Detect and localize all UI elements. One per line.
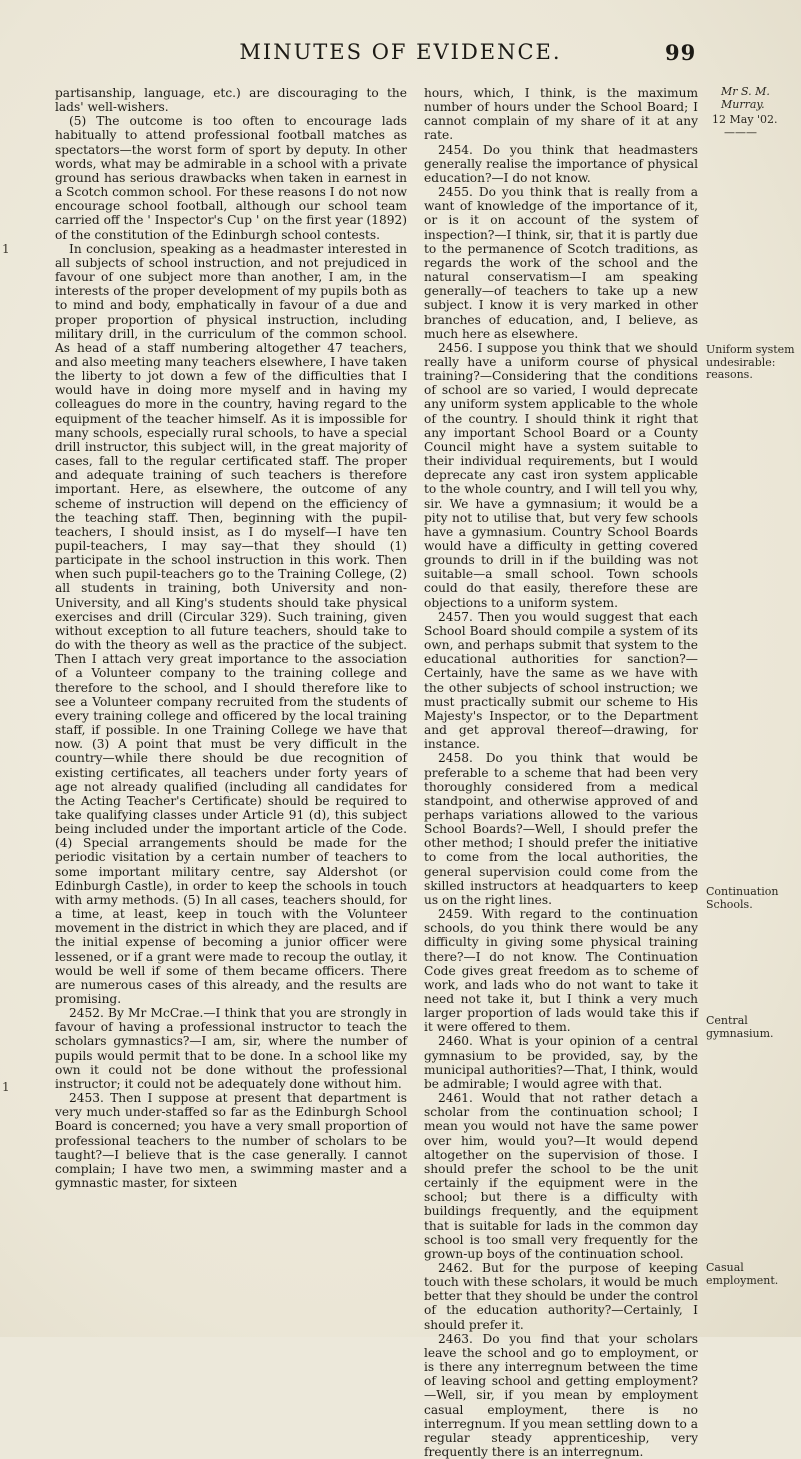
- margin-date: 12 May '02.: [712, 113, 778, 126]
- margin-note-gymnasium: Central gymnasium.: [706, 1014, 774, 1040]
- paragraph: 2458. Do you think that would be preferable to a scheme that had been very thoroughly considered from a medical standpoint, and otherwise approved of and perhaps variations allowed to the various School Boards?—Well, I should prefer the other method; I should prefer the initiative to come from the local authorities, the general supervision could come from the skilled instructors at headquarters to keep us on the right lines.: [424, 751, 698, 907]
- left-column: [55, 86, 407, 1190]
- margin-note-continuation: Continuation Schools.: [706, 885, 779, 911]
- paragraph: 2453. Then I suppose at present that department is very much under-staffed so far as the Edinburgh School Board is concerned; you have a very small proportion of professional teachers to the number of scholars to be taught?—I believe that is the case generally. I cannot complain; I have two men, a swimming master and a gymnastic master, for sixteen: [55, 1091, 407, 1191]
- paragraph: 2459. With regard to the continuation schools, do you think there would be any difficulty in giving some physical training there?—I do not know. The Continuation Code gives great freedom as to scheme of work, and lads who do not want to take it need not take it, but I think a very much larger proportion of lads would take this if it were offered to them.: [424, 907, 698, 1035]
- paragraph: partisanship, language, etc.) are discouraging to the lads' well-wishers.: [55, 86, 407, 115]
- margin-dash: ———: [724, 126, 757, 139]
- margin-witness-name: Mr S. M. Murray.: [721, 85, 770, 111]
- paragraph: 2454. Do you think that headmasters generally realise the importance of physical education?—I do not know.: [424, 142, 698, 185]
- edge-mark: 1: [2, 242, 10, 256]
- paragraph: 2452. By Mr McCrae.—I think that you are strongly in favour of having a professional instructor to teach the scholars gymnastics?—I am, sir, where the number of pupils would permit that to be done. In a school like my own it could not be done without the professional instructor; it could not be adequately done without him.: [55, 1006, 407, 1091]
- paragraph: 2460. What is your opinion of a central gymnasium to be provided, say, by the municipal authorities?—That, I think, would be admirable; I would agree with that.: [424, 1034, 698, 1091]
- paragraph: 2455. Do you think that is really from a want of knowledge of the importance of it, or is it on account of the system of inspection?—I think, sir, that it is partly due to the permanence of Scotch traditions, as regards the work of the school and the natural conservatism—I am speaking generally—of teachers to take up a new subject. I know it is very marked in other branches of education, and, I believe, as much here as elsewhere.: [424, 185, 698, 341]
- margin-note-uniform: Uniform system undesirable: reasons.: [706, 343, 795, 381]
- right-column: [424, 86, 698, 1459]
- edge-mark: 1: [2, 1080, 10, 1094]
- page-header: [0, 40, 801, 70]
- running-title: MINUTES OF EVIDENCE.: [239, 40, 562, 64]
- page-number: 99: [665, 40, 697, 65]
- paragraph: 2456. I suppose you think that we should really have a uniform course of physical training?—Considering that the conditions of school are so varied, I would deprecate any uniform system applicable to the whole of the country. I should think it right that any important School Board or a County Council might have a system suitable to their individual requirements, but I would deprecate any cast iron system applicable to the whole country, and I will tell you why, sir. We have a gymnasium; it would be a pity not to utilise that, but very few schools have a gymnasium. Country School Boards would have a difficulty in getting covered grounds to drill in if the building was not suitable—a small school. Town schools could do that easily, therefore these are objections to a uniform system.: [424, 340, 698, 610]
- paragraph: 2463. Do you find that your scholars leave the school and go to employment, or is there any interregnum between the time of leaving school and getting employment?—Well, sir, if you mean by employment casual employment, there is no interregnum. If you mean settling down to a regular steady apprenticeship, very frequently there is an interregnum.: [424, 1331, 698, 1459]
- paragraph: 2461. Would that not rather detach a scholar from the continuation school; I mean you would not have the same power over him, would you?—It would depend altogether on the supervision of those. I should prefer the school to be the unit certainly if the equipment were in the school; but there is a difficulty with buildings frequently, and the equipment that is suitable for lads in the common day school is too small very frequently for the grown-up boys of the continuation school.: [424, 1091, 698, 1261]
- paragraph: 2462. But for the purpose of keeping touch with these scholars, it would be much better that they should be under the control of the education authority?—Certainly, I should prefer it.: [424, 1260, 698, 1332]
- paragraph: 2457. Then you would suggest that each School Board should compile a system of its own, and perhaps submit that system to the educational authorities for sanction?—Certainly, have the same as we have with the other subjects of school instruction; we must practically submit our scheme to His Majesty's Inspector, or to the Department and get approval thereof—drawing, for instance.: [424, 609, 698, 752]
- paragraph: (5) The outcome is too often to encourage lads habitually to attend professional football matches as spectators—the worst form of sport by deputy. In other words, what may be admirable in a school with a private ground has serious drawbacks when taken in earnest in a Scotch common school. For these reasons I do not now encourage school football, although our school team carried off the ' Inspector's Cup ' on the first year (1892) of the constitution of the Edinburgh school contests.: [55, 114, 407, 242]
- paragraph: hours, which, I think, is the maximum number of hours under the School Board; I cannot complain of my share of it at any rate.: [424, 86, 698, 143]
- margin-note-casual: Casual employment.: [706, 1261, 779, 1287]
- paragraph: In conclusion, speaking as a headmaster interested in all subjects of school instruction, and not prejudiced in favour of one subject more than another, I am, in the interests of the proper development of my pupils both as to mind and body, emphatically in favour of a due and proper proportion of physical instruction, including military drill, in the curriculum of the common school. As head of a staff numbering altogether 47 teachers, and also meeting many teachers elsewhere, I have taken the liberty to jot down a few of the difficulties that I would have in doing more myself and in having my colleagues do more in the country, having regard to the equipment of the teacher himself. As it is impossible for many schools, especially rural schools, to have a special drill instructor, this subject will, in the great majority of cases, fall to the regular certificated staff. The proper and adequate training of such teachers is therefore important. Here, as elsewhere, the outcome of any scheme of instruction will depend on the efficiency of the teaching staff. Then, beginning with the pupil-teachers, I should insist, as I do myself—I have ten pupil-teachers, I may say—that they should (1) participate in the school instruction in this work. Then when such pupil-teachers go to the Training College, (2) all students in training, both University and non-University, and all King's students should take physical exercises and drill (Circular 329). Such training, given without exception to all future teachers, should take to do with the theory as well as the practice of the subject. Then I attach very great importance to the association of a Volunteer company to the training college and therefore to the school, and I should therefore like to see a Volunteer company recruited from the students of every training college and officered by the local training staff, if possible. In one Training College we have that now. (3) A point that must be very difficult in the country—while there should be due recognition of existing certificates, all teachers under forty years of age not already qualified (including all candidates for the Acting Teacher's Certificate) should be required to take qualifying classes under Article 91 (d), this subject being included under the important article of the Code. (4) Special arrangements should be made for the periodic visitation by a certain number of teachers to some important military centre, say Aldershot (or Edinburgh Castle), in order to keep the schools in touch with army methods. (5) In all cases, teachers should, for a time, at least, keep in touch with the Volunteer movement in the district in which they are placed, and if the initial expense of becoming a junior officer were lessened, or if a grant were made to recoup the outlay, it would be well if some of them became officers. There are numerous cases of this already, and the results are promising.: [55, 241, 407, 1006]
